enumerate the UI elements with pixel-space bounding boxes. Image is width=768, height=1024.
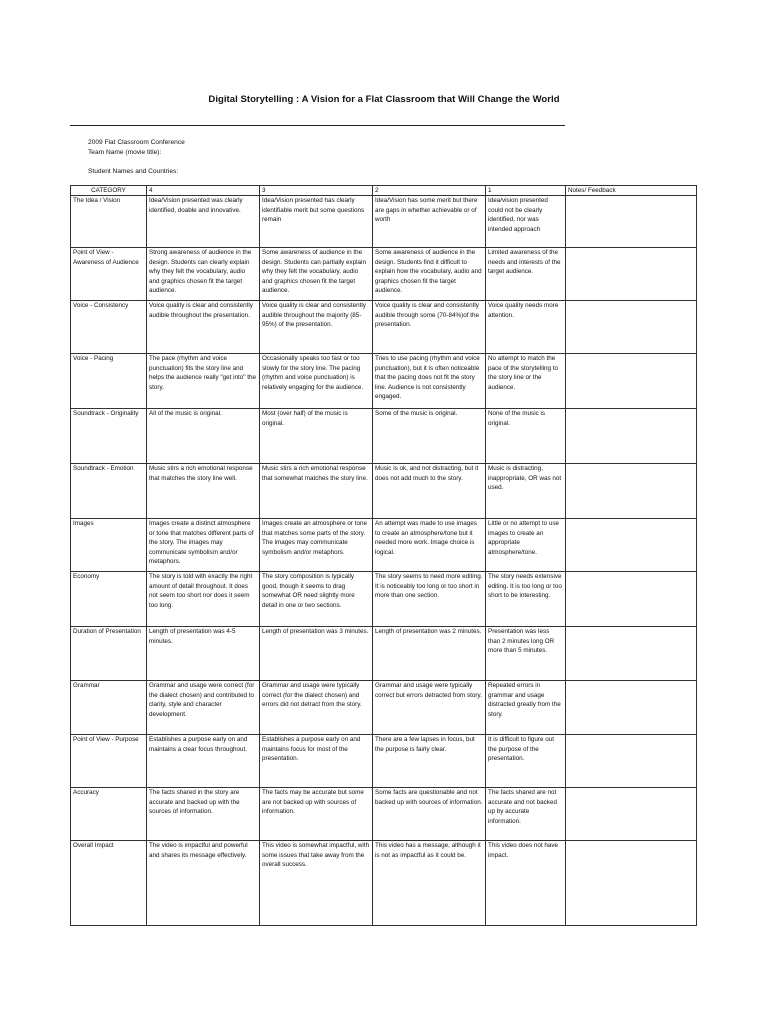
notes-cell[interactable] (566, 841, 697, 926)
score-2-cell: There are a few lapses in focus, but the purpose is fairly clear. (373, 735, 486, 788)
rubric-row (71, 681, 697, 735)
title-divider (70, 125, 565, 126)
rubric-row (71, 301, 697, 354)
score-1-cell: Repeated errors in grammar and usage distracted greatly from the story. (486, 681, 566, 735)
header-notes: Notes/ Feedback (566, 186, 697, 196)
score-2-cell: An attempt was made to use images to create an atmosphere/tone but it needed more work. Image choice is logical. (373, 519, 486, 572)
score-4-cell: Music stirs a rich emotional response that matches the story line well. (147, 464, 260, 519)
score-1-cell: It is difficult to figure out the purpose of the presentation. (486, 735, 566, 788)
score-2-cell: Some of the music is original. (373, 409, 486, 464)
notes-cell[interactable] (566, 248, 697, 301)
score-1-cell: Limited awareness of the needs and interests of the target audience. (486, 248, 566, 301)
score-1-cell: Music is distracting, inappropriate, OR was not used. (486, 464, 566, 519)
category-cell: Point of View - Purpose (71, 735, 147, 788)
notes-cell[interactable] (566, 681, 697, 735)
score-1-cell: This video does not have impact. (486, 841, 566, 926)
score-3-cell: Length of presentation was 3 minutes. (260, 627, 373, 681)
score-3-cell: Grammar and usage were typically correct (for the dialect chosen) and errors did not detract from the story. (260, 681, 373, 735)
conference-label: 2009 Flat Classroom Conference (88, 139, 185, 146)
notes-cell[interactable] (566, 301, 697, 354)
score-2-cell: Some awareness of audience in the design. Students find it difficult to explain how the vocabulary, audio and graphics chosen fit the target audience. (373, 248, 486, 301)
score-2-cell: Idea/Vision has some merit but there are gaps in whether achievable or of worth (373, 196, 486, 248)
score-1-cell: Little or no attempt to use images to create an appropriate atmosphere/tone. (486, 519, 566, 572)
category-cell: Duration of Presentation (71, 627, 147, 681)
team-name-label: Team Name (movie title): (88, 149, 162, 156)
notes-cell[interactable] (566, 409, 697, 464)
score-3-cell: Most (over half) of the music is original. (260, 409, 373, 464)
score-3-cell: Idea/Vision presented has clearly identifiable merit but some questions remain (260, 196, 373, 248)
score-1-cell: No attempt to match the pace of the storytelling to the story line or the audience. (486, 354, 566, 409)
score-4-cell: All of the music is original. (147, 409, 260, 464)
category-cell: Voice - Consistency (71, 301, 147, 354)
score-4-cell: The story is told with exactly the right amount of detail throughout. It does not seem too short nor does it seem too long. (147, 572, 260, 627)
score-1-cell: Idea/vision presented could not be clearly identified, nor was intended approach (486, 196, 566, 248)
rubric-row (71, 627, 697, 681)
score-1-cell: None of the music is original. (486, 409, 566, 464)
score-4-cell: Voice quality is clear and consistently audible throughout the presentation. (147, 301, 260, 354)
category-cell: The Idea / Vision (71, 196, 147, 248)
score-2-cell: Some facts are questionable and not backed up with sources of information. (373, 788, 486, 841)
rubric-row (71, 248, 697, 301)
category-cell: Point of View - Awareness of Audience (71, 248, 147, 301)
category-cell: Voice - Pacing (71, 354, 147, 409)
document-title: Digital Storytelling : A Vision for a Flat Classroom that Will Change the World (208, 94, 560, 105)
category-cell: Economy (71, 572, 147, 627)
rubric-row (71, 196, 697, 248)
score-2-cell: Length of presentation was 2 minutes. (373, 627, 486, 681)
score-3-cell: Occasionally speaks too fast or too slowly for the story line. The pacing (rhythm and voice punctuation) is relatively engaging for the audience. (260, 354, 373, 409)
header-category: CATEGORY (71, 186, 147, 196)
score-3-cell: Images create an atmosphere or tone that matches some parts of the story. The images may communicate symbolism and/or metaphors. (260, 519, 373, 572)
rubric-body (71, 196, 697, 926)
score-1-cell: Presentation was less than 2 minutes long OR more than 5 minutes. (486, 627, 566, 681)
score-3-cell: The story composition is typically good, though it seems to drag somewhat OR need slightly more detail in one or two sections. (260, 572, 373, 627)
score-2-cell: The story seems to need more editing. It is noticeably too long or too short in more than one section. (373, 572, 486, 627)
score-2-cell: This video has a message, although it is not as impactful as it could be. (373, 841, 486, 926)
score-1-cell: The story needs extensive editing. It is too long or too short to be interesting. (486, 572, 566, 627)
notes-cell[interactable] (566, 627, 697, 681)
score-1-cell: Voice quality needs more attention. (486, 301, 566, 354)
notes-cell[interactable] (566, 572, 697, 627)
rubric-row (71, 841, 697, 926)
score-3-cell: Establishes a purpose early on and maintains focus for most of the presentation. (260, 735, 373, 788)
score-1-cell: The facts shared are not accurate and not backed up by accurate information. (486, 788, 566, 841)
notes-cell[interactable] (566, 735, 697, 788)
header-score-4: 4 (147, 186, 260, 196)
score-4-cell: Images create a distinct atmosphere or tone that matches different parts of the story. The images may communicate symbolism and/or metaphors. (147, 519, 260, 572)
rubric-row (71, 572, 697, 627)
category-cell: Overall Impact (71, 841, 147, 926)
header-score-3: 3 (260, 186, 373, 196)
rubric-row (71, 464, 697, 519)
category-cell: Accuracy (71, 788, 147, 841)
rubric-row (71, 788, 697, 841)
score-4-cell: The video is impactful and powerful and shares its message effectively. (147, 841, 260, 926)
notes-cell[interactable] (566, 464, 697, 519)
rubric-table (70, 185, 697, 926)
student-names-label: Student Names and Countries: (88, 168, 179, 175)
notes-cell[interactable] (566, 196, 697, 248)
category-cell: Grammar (71, 681, 147, 735)
notes-cell[interactable] (566, 519, 697, 572)
header-row (71, 186, 697, 196)
score-2-cell: Music is ok, and not distracting, but it does not add much to the story. (373, 464, 486, 519)
score-4-cell: The facts shared in the story are accurate and backed up with the sources of information. (147, 788, 260, 841)
header-score-2: 2 (373, 186, 486, 196)
score-4-cell: Establishes a purpose early on and maintains a clear focus throughout. (147, 735, 260, 788)
category-cell: Images (71, 519, 147, 572)
score-3-cell: The facts may be accurate but some are not backed up with sources of information. (260, 788, 373, 841)
score-3-cell: Some awareness of audience in the design. Students can partially explain why they felt the vocabulary, audio and graphics chosen fit the target audience. (260, 248, 373, 301)
notes-cell[interactable] (566, 788, 697, 841)
score-3-cell: Voice quality is clear and consistently audible throughout the majority (85-95%) of the presentation. (260, 301, 373, 354)
category-cell: Soundtrack - Emotion (71, 464, 147, 519)
score-3-cell: Music stirs a rich emotional response that somewhat matches the story line. (260, 464, 373, 519)
score-4-cell: Strong awareness of audience in the design. Students can clearly explain why they felt the vocabulary, audio and graphics chosen fit the target audience. (147, 248, 260, 301)
rubric-row (71, 409, 697, 464)
score-3-cell: This video is somewhat impactful, with some issues that take away from the overall success. (260, 841, 373, 926)
score-4-cell: Idea/Vision presented was clearly identified, doable and innovative. (147, 196, 260, 248)
score-2-cell: Voice quality is clear and consistently audible through some (70-84%)of the presentation. (373, 301, 486, 354)
score-4-cell: Length of presentation was 4-5 minutes. (147, 627, 260, 681)
notes-cell[interactable] (566, 354, 697, 409)
category-cell: Soundtrack - Originality (71, 409, 147, 464)
score-2-cell: Grammar and usage were typically correct but errors detracted from story. (373, 681, 486, 735)
score-4-cell: Grammar and usage were correct (for the dialect chosen) and contributed to clarity, style and character development. (147, 681, 260, 735)
score-2-cell: Tries to use pacing (rhythm and voice punctuation), but it is often noticeable that the pacing does not fit the story line. Audience is not consistently engaged. (373, 354, 486, 409)
rubric-row (71, 354, 697, 409)
rubric-row (71, 735, 697, 788)
header-score-1: 1 (486, 186, 566, 196)
rubric-row (71, 519, 697, 572)
score-4-cell: The pace (rhythm and voice punctuation) fits the story line and helps the audience really "get into" the story. (147, 354, 260, 409)
